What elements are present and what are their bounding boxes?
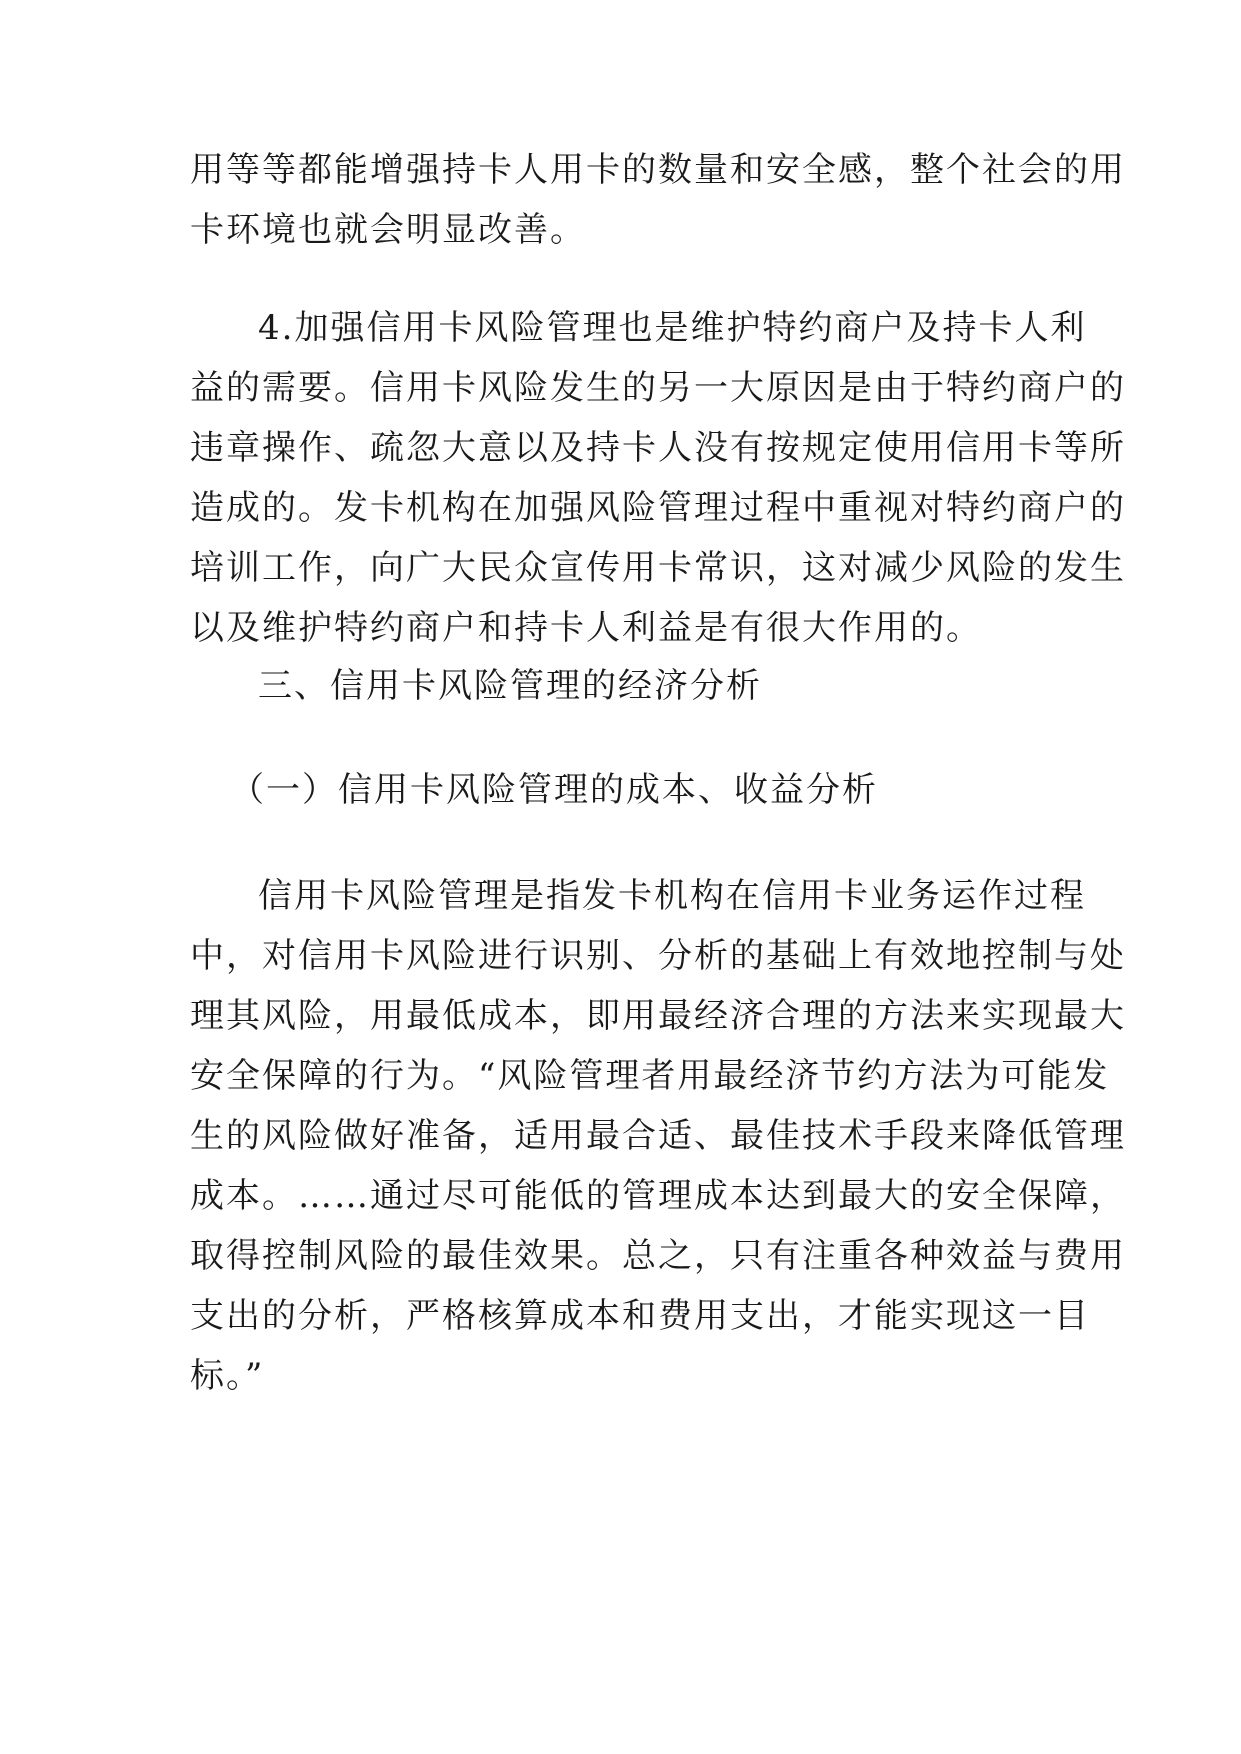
text-line: 中，对信用卡风险进行识别、分析的基础上有效地控制与处 xyxy=(190,936,1126,976)
text-line: 卡环境也就会明显改善。 xyxy=(190,210,586,250)
text-line: 取得控制风险的最佳效果。总之，只有注重各种效益与费用 xyxy=(190,1236,1126,1276)
text-line: 信用卡风险管理是指发卡机构在信用卡业务运作过程 xyxy=(258,876,1086,916)
paragraph-risk-management xyxy=(190,866,1126,1406)
subsection-heading xyxy=(190,760,1060,820)
section-heading xyxy=(190,656,1060,716)
text-line: 安全保障的行为。“风险管理者用最经济节约方法为可能发 xyxy=(190,1056,1110,1096)
text-line: 以及维护特约商户和持卡人利益是有很大作用的。 xyxy=(190,608,982,648)
text-line: 培训工作，向广大民众宣传用卡常识，这对减少风险的发生 xyxy=(190,548,1126,588)
text-line: 成本。……通过尽可能低的管理成本达到最大的安全保障， xyxy=(190,1176,1126,1216)
text-line: 生的风险做好准备，适用最合适、最佳技术手段来降低管理 xyxy=(190,1116,1126,1156)
text-line: 造成的。发卡机构在加强风险管理过程中重视对特约商户的 xyxy=(190,488,1126,528)
text-line: 标。” xyxy=(190,1356,265,1396)
text-line: 用等等都能增强持卡人用卡的数量和安全感，整个社会的用 xyxy=(190,150,1126,190)
text-line: 益的需要。信用卡风险发生的另一大原因是由于特约商户的 xyxy=(190,368,1126,408)
heading-text: 三、信用卡风险管理的经济分析 xyxy=(258,666,762,706)
text-line: 违章操作、疏忽大意以及持卡人没有按规定使用信用卡等所 xyxy=(190,428,1126,468)
text-line: 4.加强信用卡风险管理也是维护特约商户及持卡人利 xyxy=(258,308,1087,348)
paragraph-continuation xyxy=(190,140,1126,260)
paragraph-point-4 xyxy=(190,298,1126,658)
heading-text: （一）信用卡风险管理的成本、收益分析 xyxy=(230,770,878,810)
text-line: 支出的分析，严格核算成本和费用支出，才能实现这一目 xyxy=(190,1296,1090,1336)
text-line: 理其风险，用最低成本，即用最经济合理的方法来实现最大 xyxy=(190,996,1126,1036)
